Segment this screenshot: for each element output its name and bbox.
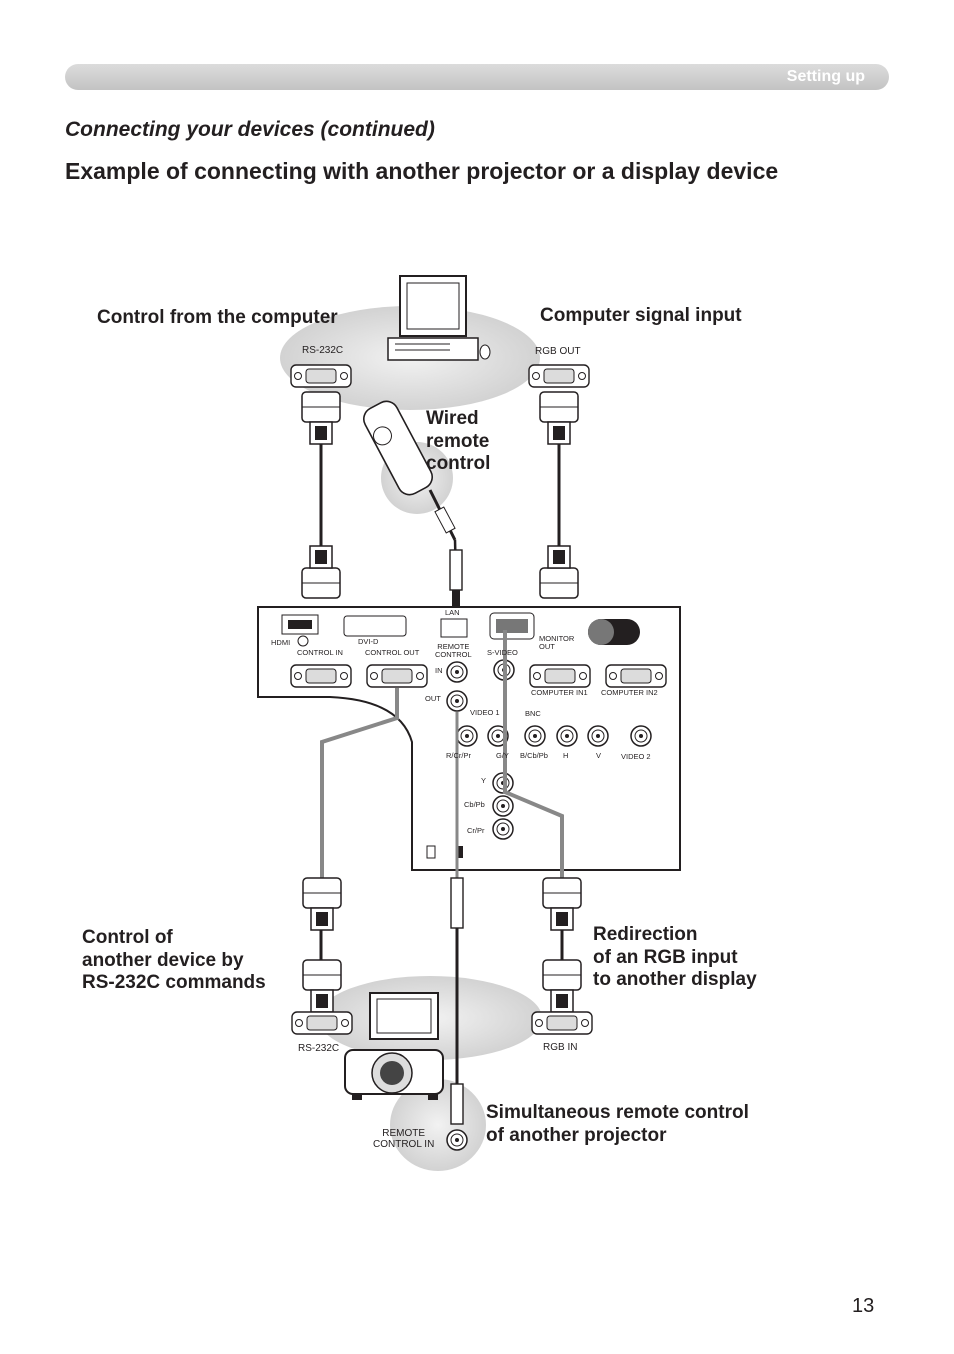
control-in-port bbox=[291, 665, 351, 687]
remote-control-in-jack bbox=[447, 1130, 467, 1150]
rs232c-device-port bbox=[292, 1012, 352, 1034]
callout-computer-signal-input: Computer signal input bbox=[540, 305, 742, 326]
r-cr-pr-jack bbox=[457, 726, 477, 746]
label-y: Y bbox=[481, 776, 487, 785]
label-control-out: CONTROL OUT bbox=[365, 648, 420, 657]
v-jack bbox=[588, 726, 608, 746]
computer-in-plug bbox=[540, 546, 578, 598]
cb-pb-jack bbox=[493, 796, 513, 816]
label-computer-in2: COMPUTER IN2 bbox=[601, 688, 658, 697]
label-monitor-out: MONITOR OUT bbox=[539, 634, 575, 651]
page-heading: Example of connecting with another projector or a display device bbox=[65, 158, 779, 184]
callout-simultaneous-remote: Simultaneous remote control of another projector bbox=[486, 1102, 749, 1146]
label-bnc: BNC bbox=[525, 709, 541, 718]
display-monitor-icon bbox=[370, 993, 438, 1039]
page-number: 13 bbox=[852, 1295, 875, 1317]
label-b-cb-pb: B/Cb/Pb bbox=[520, 751, 548, 760]
label-remote-control-in: REMOTE CONTROL IN bbox=[373, 1128, 435, 1150]
label-rgb-out: RGB OUT bbox=[535, 346, 581, 357]
rgb-cable-plug bbox=[540, 392, 578, 444]
rs232c-cable-plug bbox=[302, 392, 340, 444]
remote-out-jack bbox=[447, 691, 467, 711]
label-lan: LAN bbox=[445, 608, 460, 617]
rgb-in-port bbox=[532, 1012, 592, 1034]
label-rs232c-top: RS-232C bbox=[302, 345, 344, 356]
label-video1: VIDEO 1 bbox=[470, 708, 500, 717]
rs232c-computer-port bbox=[291, 365, 351, 387]
cr-pr-jack bbox=[493, 819, 513, 839]
label-computer-in1: COMPUTER IN1 bbox=[531, 688, 588, 697]
projector-icon bbox=[345, 1050, 443, 1100]
label-g-y: G/Y bbox=[496, 751, 509, 760]
rs232c-out-plug bbox=[303, 878, 341, 930]
label-remote-control: REMOTE CONTROL bbox=[435, 642, 472, 659]
b-cb-pb-jack bbox=[525, 726, 545, 746]
computer-in2-port bbox=[606, 665, 666, 687]
remote-in-jack bbox=[447, 662, 467, 682]
section-title: Connecting your devices (continued) bbox=[65, 118, 435, 141]
label-dvi-d: DVI-D bbox=[358, 637, 379, 646]
label-video2: VIDEO 2 bbox=[621, 752, 651, 761]
label-rgb-in: RGB IN bbox=[543, 1042, 578, 1053]
video2-jack bbox=[631, 726, 651, 746]
label-control-in: CONTROL IN bbox=[297, 648, 343, 657]
h-jack bbox=[557, 726, 577, 746]
callout-wired-remote: Wired remote control bbox=[426, 408, 491, 474]
header-section-label: Setting up bbox=[786, 68, 865, 85]
label-h: H bbox=[563, 751, 569, 760]
callout-control-from-computer: Control from the computer bbox=[97, 307, 338, 328]
label-rs232c-bottom: RS-232C bbox=[298, 1043, 340, 1054]
label-s-video: S-VIDEO bbox=[487, 648, 518, 657]
rgb-in-plug bbox=[543, 960, 581, 1012]
rgb-out-port bbox=[529, 365, 589, 387]
label-cb-pb: Cb/Pb bbox=[464, 800, 485, 809]
computer-in1-port bbox=[530, 665, 590, 687]
label-r-cr-pr: R/Cr/Pr bbox=[446, 751, 471, 760]
label-out: OUT bbox=[425, 694, 441, 703]
monitor-out-plug bbox=[543, 878, 581, 930]
control-in-plug bbox=[302, 546, 340, 598]
label-cr-pr: Cr/Pr bbox=[467, 826, 485, 835]
callout-control-other-device: Control of another device by RS-232C commands bbox=[82, 927, 266, 993]
label-v: V bbox=[596, 751, 602, 760]
label-hdmi: HDMI bbox=[271, 638, 291, 647]
label-in: IN bbox=[435, 666, 443, 675]
callout-redirection: Redirection of an RGB input to another display bbox=[593, 924, 757, 990]
control-out-port bbox=[367, 665, 427, 687]
